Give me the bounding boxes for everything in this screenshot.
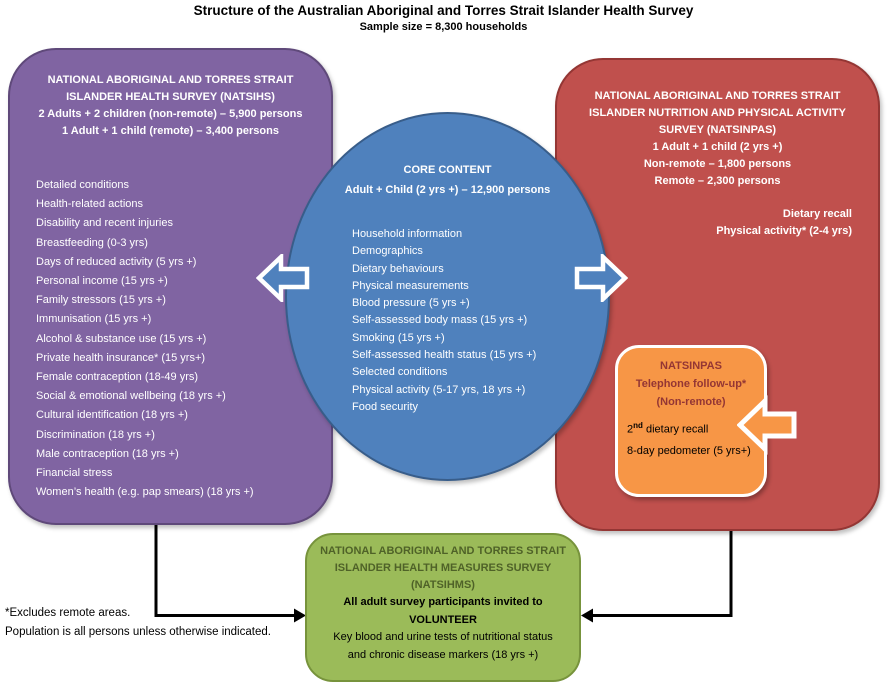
list-item: Disability and recent injuries — [36, 217, 173, 230]
natsihs-title-line: ISLANDER HEALTH SURVEY (NATSIHS) — [66, 91, 275, 103]
natsihms-box — [305, 533, 581, 682]
connector-natsihs-to-natsihms — [156, 525, 296, 616]
list-item: Smoking (15 yrs +) — [352, 331, 445, 344]
footnote — [5, 604, 271, 642]
list-item-text: 2 — [627, 423, 634, 436]
followup-title-line: Telephone follow-up* — [635, 378, 747, 390]
natsinpas-sample-line: Remote – 2,300 persons — [654, 175, 781, 187]
list-item: Dietary behaviours — [352, 262, 444, 275]
list-item: Dietary recall — [782, 208, 852, 220]
list-item: Physical activity* (2-4 yrs) — [716, 225, 852, 237]
list-item: Discrimination (18 yrs +) — [36, 428, 155, 441]
list-item: Physical measurements — [352, 279, 469, 292]
text-line: All adult survey participants invited to — [343, 596, 543, 608]
list-item: Immunisation (15 yrs +) — [36, 313, 152, 326]
list-item: Male contraception (18 yrs +) — [36, 447, 179, 460]
natsihms-header — [307, 543, 579, 594]
natsihms-title-line: (NATSIHMS) — [411, 579, 475, 591]
followup-title-line: (Non-remote) — [656, 396, 726, 408]
list-item: Food security — [352, 400, 419, 413]
followup-title-line: NATSINPAS — [660, 360, 722, 372]
list-item: Health-related actions — [36, 198, 144, 211]
connector-arrowhead-left-icon — [581, 609, 593, 623]
list-item: Days of reduced activity (5 yrs +) — [36, 255, 197, 268]
core-title: CORE CONTENT — [403, 164, 492, 176]
list-item: Female contraception (18-49 yrs) — [36, 371, 199, 384]
natsihms-volunteer-text — [307, 594, 579, 629]
list-item: Breastfeeding (0-3 yrs) — [36, 236, 148, 249]
core-sample-line: Adult + Child (2 yrs +) – 12,900 persons — [344, 184, 551, 196]
natsinpas-title-line: SURVEY (NATSINPAS) — [658, 124, 777, 136]
natsinpas-title-line: NATIONAL ABORIGINAL AND TORRES STRAIT — [594, 90, 841, 102]
core-topic-list — [352, 226, 608, 416]
connector-natsinpas-to-natsihms — [591, 531, 731, 616]
footnote-line: Population is all persons unless otherwise indicated. — [5, 626, 271, 638]
text-line: and chronic disease markers (18 yrs +) — [347, 648, 539, 661]
natsihs-topic-list — [36, 176, 331, 502]
core-header — [287, 160, 608, 200]
natsihms-title-line: NATIONAL ABORIGINAL AND TORRES STRAIT — [320, 545, 566, 557]
natsihms-title-line: ISLANDER HEALTH MEASURES SURVEY — [334, 562, 552, 574]
page-subtitle: Sample size = 8,300 households — [359, 21, 528, 33]
list-item: Selected conditions — [352, 366, 448, 379]
list-item: Personal income (15 yrs +) — [36, 275, 168, 288]
list-item: Self-assessed health status (15 yrs +) — [352, 349, 537, 362]
footnote-line: *Excludes remote areas. — [5, 607, 131, 619]
natsihs-title-line: NATIONAL ABORIGINAL AND TORRES STRAIT — [47, 74, 294, 86]
arrow-left-followup-icon — [737, 395, 797, 455]
page-title: Structure of the Australian Aboriginal and Torres Strait Islander Health Survey — [193, 3, 694, 18]
text-line: VOLUNTEER — [409, 613, 477, 626]
superscript: nd — [633, 421, 643, 430]
list-item-text: dietary recall — [642, 423, 709, 436]
arrow-right-icon — [574, 254, 628, 302]
list-item: Alcohol & substance use (15 yrs +) — [36, 332, 207, 345]
text-line: Key blood and urine tests of nutritional status — [333, 631, 553, 643]
natsihs-sample-line: 1 Adult + 1 child (remote) – 3,400 persons — [62, 125, 279, 137]
list-item: Financial stress — [36, 467, 113, 480]
natsinpas-title-line: ISLANDER NUTRITION AND PHYSICAL ACTIVITY — [589, 107, 846, 119]
list-item: Women’s health (e.g. pap smears) (18 yrs +) — [36, 486, 254, 499]
list-item: Social & emotional wellbeing (18 yrs +) — [36, 390, 226, 403]
list-item: Cultural identification (18 yrs +) — [36, 409, 188, 422]
list-item: Detailed conditions — [36, 179, 129, 191]
natsihms-body-text — [307, 629, 579, 664]
list-item: Private health insurance* (15 yrs+) — [36, 351, 206, 364]
list-item: Self-assessed body mass (15 yrs +) — [352, 314, 528, 327]
list-item: Household information — [352, 228, 463, 240]
core-content-ellipse — [285, 112, 610, 481]
list-item: Family stressors (15 yrs +) — [36, 294, 166, 307]
natsinpas-sample-line: Non-remote – 1,800 persons — [643, 158, 792, 170]
arrow-left-icon — [256, 254, 310, 302]
list-item: Blood pressure (5 yrs +) — [352, 297, 470, 310]
list-item: 8-day pedometer (5 yrs+) — [627, 444, 751, 457]
list-item: Physical activity (5-17 yrs, 18 yrs +) — [352, 383, 526, 396]
list-item: Demographics — [352, 245, 423, 258]
natsihs-sample-line: 2 Adults + 2 children (non-remote) – 5,900 persons — [38, 108, 303, 120]
natsihs-header — [10, 72, 331, 140]
natsinpas-sample-line: 1 Adult + 1 child (2 yrs +) — [652, 141, 783, 153]
